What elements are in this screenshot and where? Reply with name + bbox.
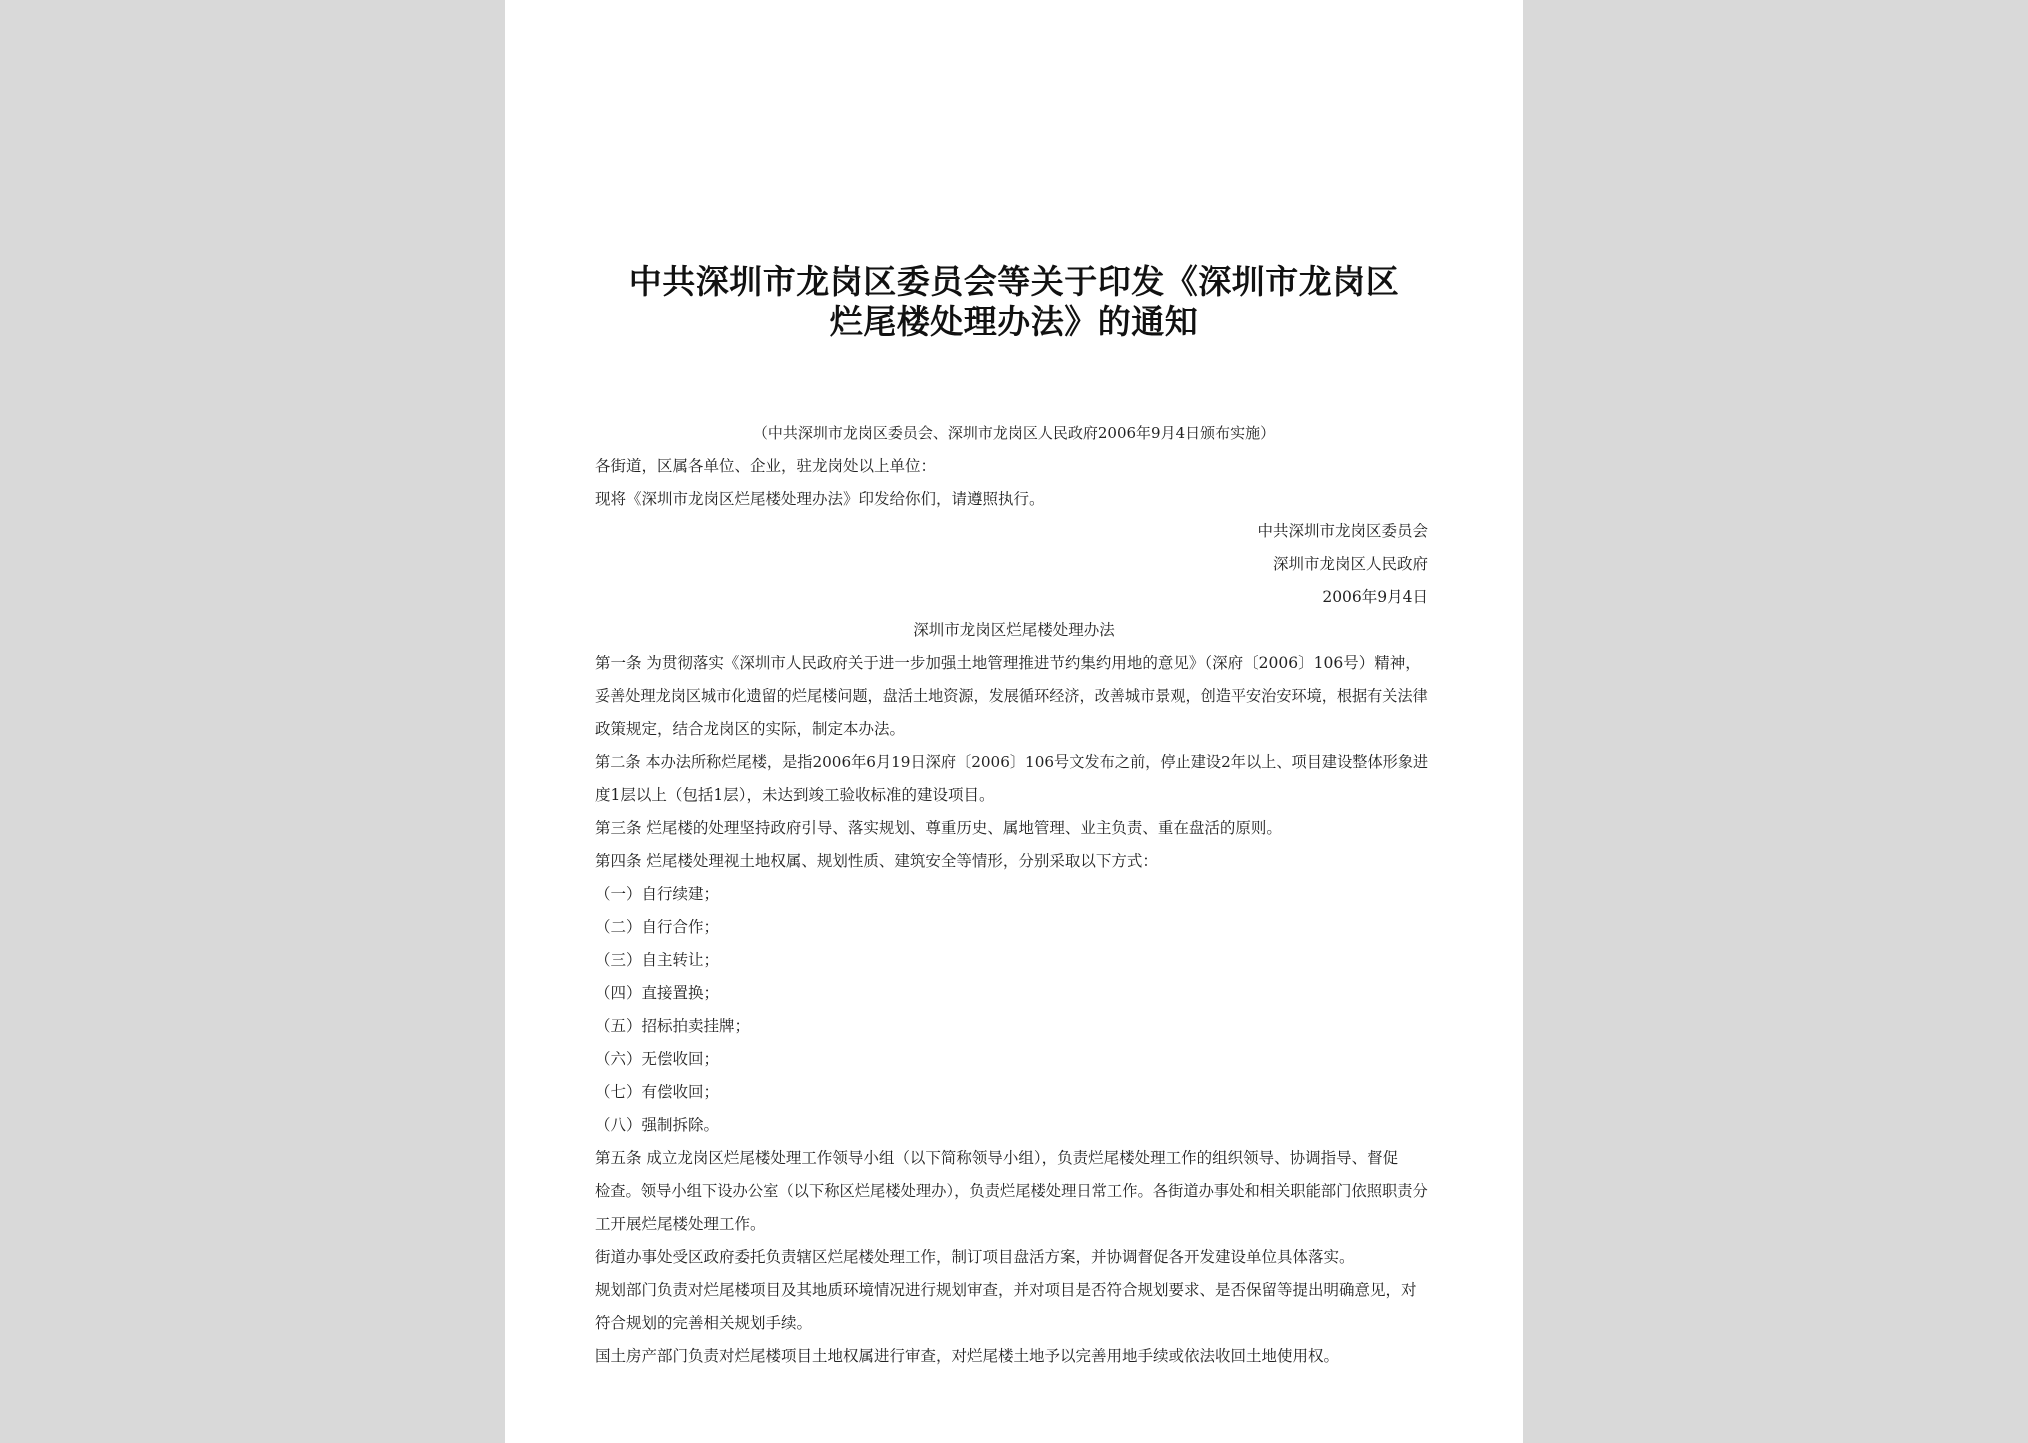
title-line-2: 烂尾楼处理办法》的通知 (829, 302, 1199, 341)
list-item: （三）自主转让； (595, 951, 720, 969)
body-line: 政策规定，结合龙岗区的实际，制定本办法。 (595, 720, 906, 738)
document-page (505, 0, 1523, 1443)
signature-org-1: 中共深圳市龙岗区委员会 (1257, 522, 1428, 540)
body-line: 第二条 本办法所称烂尾楼，是指2006年6月19日深府〔2006〕106号文发布之前，停止建设2年以上、项目建设整体形象进 (595, 753, 1429, 771)
body-line: 符合规划的完善相关规划手续。 (595, 1314, 813, 1332)
list-item: （一）自行续建； (595, 885, 720, 903)
signature-date: 2006年9月4日 (1322, 588, 1428, 606)
list-item: （七）有偿收回； (595, 1083, 720, 1101)
regulation-title: 深圳市龙岗区烂尾楼处理办法 (913, 621, 1115, 639)
list-item: （四）直接置换； (595, 984, 720, 1002)
body-line: 国土房产部门负责对烂尾楼项目土地权属进行审查，对烂尾楼土地予以完善用地手续或依法收回土地使用权。 (595, 1347, 1340, 1365)
title-line-1: 中共深圳市龙岗区委员会等关于印发《深圳市龙岗区 (628, 262, 1400, 301)
addressee: 各街道，区属各单位、企业，驻龙岗处以上单位： (595, 457, 937, 475)
list-item: （六）无偿收回； (595, 1050, 720, 1068)
list-item: （五）招标拍卖挂牌； (595, 1017, 751, 1035)
body-line: 检查。领导小组下设办公室（以下称区烂尾楼处理办），负责烂尾楼处理日常工作。各街道办事处和相关职能部门依照职责分 (595, 1182, 1428, 1200)
document-title (505, 262, 1523, 342)
body-line: 街道办事处受区政府委托负责辖区烂尾楼处理工作，制订项目盘活方案，并协调督促各开发建设单位具体落实。 (595, 1248, 1355, 1266)
body-line: 第三条 烂尾楼的处理坚持政府引导、落实规划、尊重历史、属地管理、业主负责、重在盘活的原则。 (595, 819, 1282, 837)
list-item: （八）强制拆除。 (595, 1116, 720, 1134)
body-line: 规划部门负责对烂尾楼项目及其地质环境情况进行规划审查，并对项目是否符合规划要求、是否保留等提出明确意见，对 (595, 1281, 1417, 1299)
body-line: 第五条 成立龙岗区烂尾楼处理工作领导小组（以下简称领导小组），负责烂尾楼处理工作的组织领导、协调指导、督促 (595, 1149, 1399, 1167)
list-item: （二）自行合作； (595, 918, 720, 936)
body-line: 第一条 为贯彻落实《深圳市人民政府关于进一步加强土地管理推进节约集约用地的意见》（深府〔2006〕106号）精神， (595, 654, 1421, 672)
body-line: 第四条 烂尾楼处理视土地权属、规划性质、建筑安全等情形，分别采取以下方式： (595, 852, 1158, 870)
signature-org-2: 深圳市龙岗区人民政府 (1272, 555, 1428, 573)
intro-paragraph: 现将《深圳市龙岗区烂尾楼处理办法》印发给你们，请遵照执行。 (595, 490, 1045, 508)
body-line: 度1层以上（包括1层），未达到竣工验收标准的建设项目。 (595, 786, 995, 804)
body-line: 工开展烂尾楼处理工作。 (595, 1215, 766, 1233)
body-line: 妥善处理龙岗区城市化遗留的烂尾楼问题，盘活土地资源，发展循环经济，改善城市景观，创造平安治安环境，根据有关法律 (595, 687, 1428, 705)
issued-note: （中共深圳市龙岗区委员会、深圳市龙岗区人民政府2006年9月4日颁布实施） (752, 424, 1276, 442)
